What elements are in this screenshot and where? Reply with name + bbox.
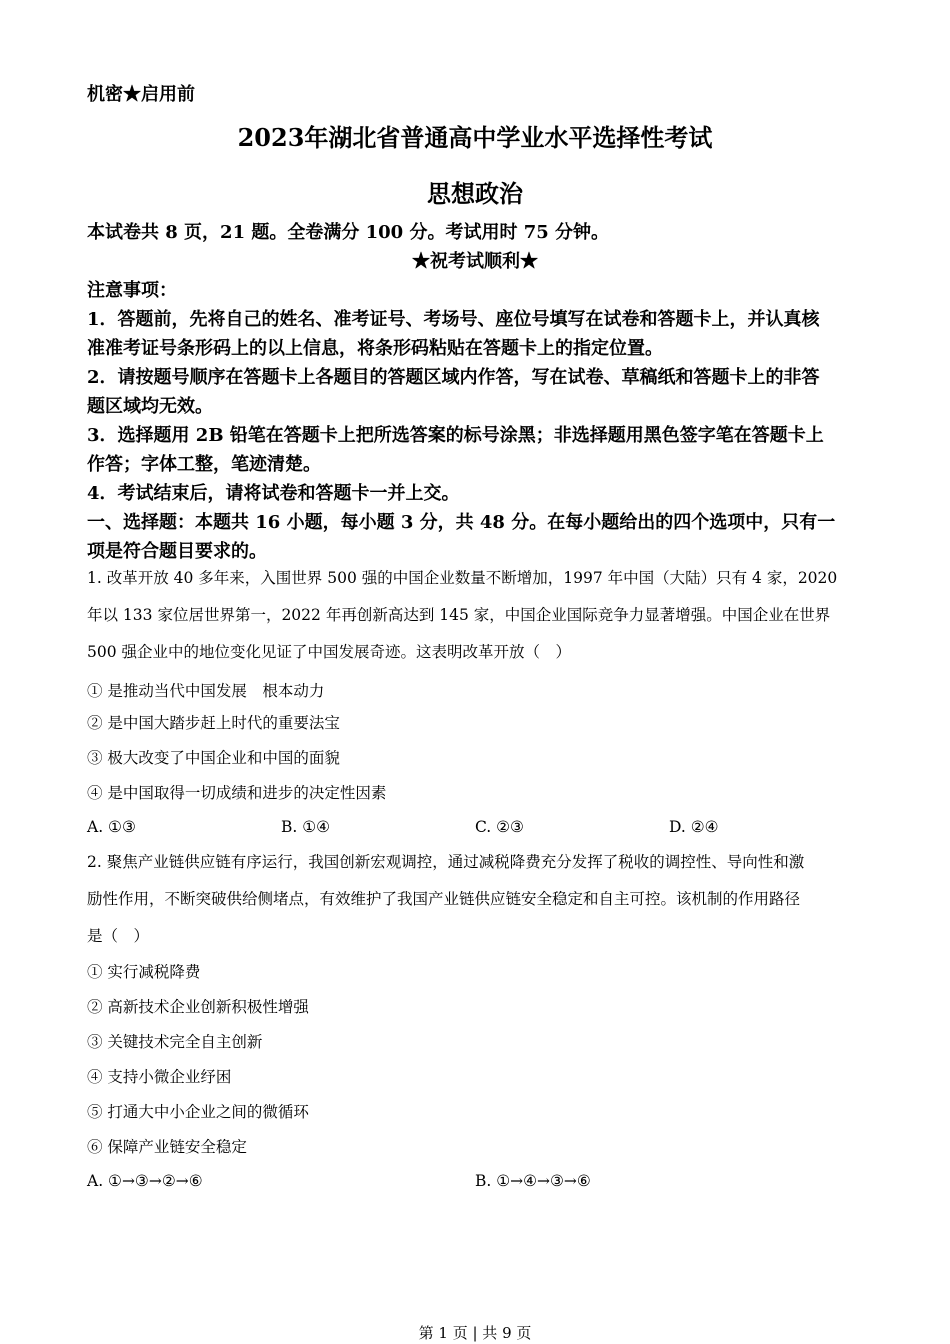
blessing: ★祝考试顺利★ bbox=[412, 251, 538, 272]
question-1-item: ① 是推动当代中国发展 根本动力 bbox=[87, 682, 325, 700]
page-footer: 第 1 页 | 共 9 页 bbox=[418, 1324, 532, 1342]
notice-line: 准准考证号条形码上的以上信息，将条形码粘贴在答题卡上的指定位置。 bbox=[87, 338, 663, 359]
question-1-answer: C. ②③ bbox=[475, 818, 524, 836]
notice-line: 2．请按题号顺序在答题卡上各题目的答题区域内作答，写在试卷、草稿纸和答题卡上的非答 bbox=[87, 367, 820, 388]
question-2-item: ⑥ 保障产业链安全稳定 bbox=[87, 1138, 247, 1156]
question-2-answer: B. ①→④→③→⑥ bbox=[475, 1172, 591, 1190]
question-1-item: ③ 极大改变了中国企业和中国的面貌 bbox=[87, 749, 340, 767]
question-2-stem: 励性作用，不断突破供给侧堵点，有效维护了我国产业链供应链安全稳定和自主可控。该机制的作用路径 bbox=[87, 890, 801, 908]
section-heading: 项是符合题目要求的。 bbox=[87, 541, 267, 562]
exam-info: 本试卷共 8 页，21 题。全卷满分 100 分。考试用时 75 分钟。 bbox=[87, 222, 610, 243]
question-1-item: ④ 是中国取得一切成绩和进步的决定性因素 bbox=[87, 784, 387, 802]
notice-line: 4．考试结束后，请将试卷和答题卡一并上交。 bbox=[87, 483, 460, 504]
section-heading: 一、选择题：本题共 16 小题，每小题 3 分，共 48 分。在每小题给出的四个选项中，只有一 bbox=[87, 512, 836, 533]
notice-line: 1．答题前，先将自己的姓名、准考证号、考场号、座位号填写在试卷和答题卡上，并认真核 bbox=[87, 309, 820, 330]
question-2-item: ② 高新技术企业创新积极性增强 bbox=[87, 998, 309, 1016]
question-1-stem: 500 强企业中的地位变化见证了中国发展奇迹。这表明改革开放（ ） bbox=[87, 643, 572, 661]
question-2-item: ③ 关键技术完全自主创新 bbox=[87, 1033, 263, 1051]
notice-line: 3．选择题用 2B 铅笔在答题卡上把所选答案的标号涂黑；非选择题用黑色签字笔在答题卡上 bbox=[87, 425, 824, 446]
question-2-item: ① 实行减税降费 bbox=[87, 963, 201, 981]
question-2-stem: 是（ ） bbox=[87, 927, 150, 945]
question-1-answer: A. ①③ bbox=[87, 818, 136, 836]
question-1-answer: D. ②④ bbox=[669, 818, 719, 836]
exam-title: 2023年湖北省普通高中学业水平选择性考试 bbox=[237, 123, 713, 152]
notice-line: 题区域均无效。 bbox=[87, 396, 213, 417]
question-1-stem: 年以 133 家位居世界第一，2022 年再创新高达到 145 家，中国企业国际竞争力显著增强。中国企业在世界 bbox=[87, 606, 831, 624]
question-2-item: ④ 支持小微企业纾困 bbox=[87, 1068, 232, 1086]
notice-line: 作答；字体工整，笔迹清楚。 bbox=[87, 454, 321, 475]
question-1-stem: 1. 改革开放 40 多年来，入围世界 500 强的中国企业数量不断增加，1997 年中国（大陆）只有 4 家，2020 bbox=[87, 569, 838, 587]
notice-heading: 注意事项： bbox=[87, 280, 177, 301]
subject-title: 思想政治 bbox=[427, 179, 523, 208]
question-1-answer: B. ①④ bbox=[281, 818, 331, 836]
question-1-item: ② 是中国大踏步赶上时代的重要法宝 bbox=[87, 714, 340, 732]
secret-label: 机密★启用前 bbox=[87, 84, 195, 105]
question-2-stem: 2. 聚焦产业链供应链有序运行，我国创新宏观调控，通过减税降费充分发挥了税收的调控性、导向性和激 bbox=[87, 853, 805, 871]
question-2-answer: A. ①→③→②→⑥ bbox=[87, 1172, 203, 1190]
question-2-item: ⑤ 打通大中小企业之间的微循环 bbox=[87, 1103, 309, 1121]
